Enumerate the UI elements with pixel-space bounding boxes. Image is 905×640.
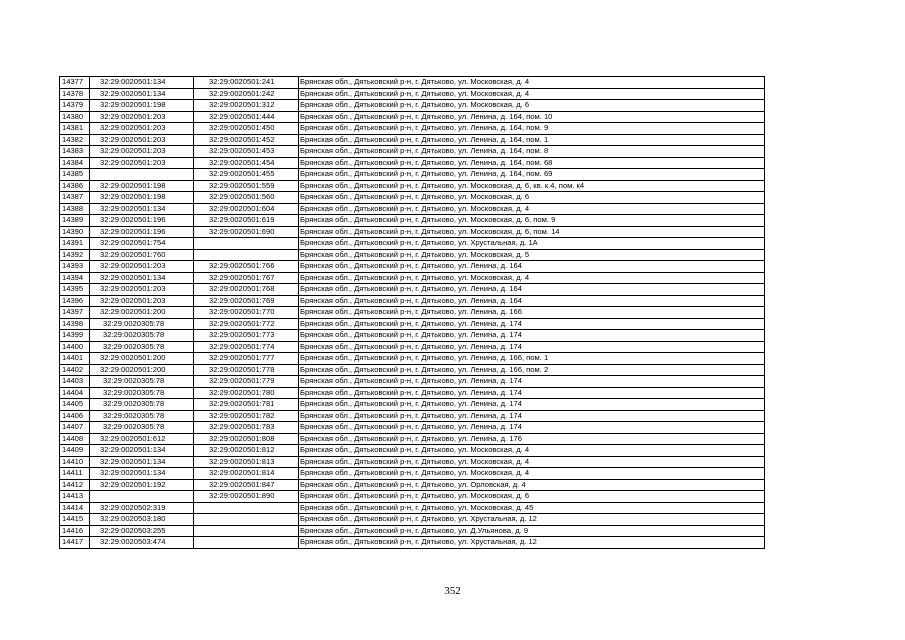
address-cell: Брянская обл., Дятьковский р-н, г. Дятьково, ул. Ленина, д. 166, пом. 1: [299, 353, 765, 365]
address-cell: Брянская обл., Дятьковский р-н, г. Дятьково, ул. Ленина, д. 174: [299, 330, 765, 342]
address-cell: Брянская обл., Дятьковский р-н, г. Дятьково, ул. Московская, д. 6: [299, 100, 765, 112]
row-number-cell: 14387: [60, 192, 90, 204]
table-row: [60, 238, 765, 250]
address-cell: Брянская обл., Дятьковский р-н, г. Дятьково, ул. Московская, д. 4: [299, 456, 765, 468]
address-cell: Брянская обл., Дятьковский р-н, г. Дятьково, ул. Московская, д. 4: [299, 445, 765, 457]
parcel-number-cell: 32:29:0020501:198: [90, 192, 194, 204]
parcel-number-cell: 32:29:0020502:319: [90, 502, 194, 514]
parcel-number-cell: 32:29:0020501:196: [90, 215, 194, 227]
table-row: [60, 192, 765, 204]
object-number-cell: 32:29:0020501:782: [194, 410, 299, 422]
object-number-cell: 32:29:0020501:773: [194, 330, 299, 342]
row-number-cell: 14392: [60, 249, 90, 261]
object-number-cell: 32:29:0020501:772: [194, 318, 299, 330]
address-cell: Брянская обл., Дятьковский р-н, г. Дятьково, ул. Московская, д. 5: [299, 249, 765, 261]
table-row: [60, 537, 765, 549]
object-number-cell: [194, 537, 299, 549]
row-number-cell: 14380: [60, 111, 90, 123]
parcel-number-cell: 32:29:0020501:134: [90, 88, 194, 100]
object-number-cell: 32:29:0020501:767: [194, 272, 299, 284]
object-number-cell: 32:29:0020501:814: [194, 468, 299, 480]
table-row: [60, 180, 765, 192]
parcel-number-cell: 32:29:0020501:134: [90, 468, 194, 480]
row-number-cell: 14417: [60, 537, 90, 549]
address-cell: Брянская обл., Дятьковский р-н, г. Дятьково, ул. Ленина, д. 164, пом. 68: [299, 157, 765, 169]
row-number-cell: 14398: [60, 318, 90, 330]
row-number-cell: 14379: [60, 100, 90, 112]
row-number-cell: 14413: [60, 491, 90, 503]
parcel-number-cell: 32:29:0020501:203: [90, 134, 194, 146]
object-number-cell: [194, 525, 299, 537]
table-row: [60, 134, 765, 146]
address-cell: Брянская обл., Дятьковский р-н, г. Дятьково, ул. Московская, д. 6, кв. к 4, пом. к4: [299, 180, 765, 192]
row-number-cell: 14402: [60, 364, 90, 376]
parcel-number-cell: 32:29:0020501:196: [90, 226, 194, 238]
object-number-cell: 32:29:0020501:769: [194, 295, 299, 307]
parcel-number-cell: 32:29:0020501:198: [90, 180, 194, 192]
object-number-cell: [194, 502, 299, 514]
address-cell: Брянская обл., Дятьковский р-н, г. Дятьково, ул. Ленина, д. 164, пом. 9: [299, 123, 765, 135]
table-row: [60, 100, 765, 112]
parcel-number-cell: 32:29:0020501:134: [90, 445, 194, 457]
object-number-cell: 32:29:0020501:453: [194, 146, 299, 158]
table-row: [60, 157, 765, 169]
table-row: [60, 445, 765, 457]
parcel-number-cell: 32:29:0020501:134: [90, 203, 194, 215]
address-cell: Брянская обл., Дятьковский р-н, г. Дятьково, ул. Ленина, д. 164: [299, 284, 765, 296]
object-number-cell: 32:29:0020501:812: [194, 445, 299, 457]
address-cell: Брянская обл., Дятьковский р-н, г. Дятьково, ул. Хрустальная, д. 12: [299, 537, 765, 549]
row-number-cell: 14394: [60, 272, 90, 284]
address-cell: Брянская обл., Дятьковский р-н, г. Дятьково, ул. Ленина, д. 174: [299, 387, 765, 399]
row-number-cell: 14384: [60, 157, 90, 169]
address-cell: Брянская обл., Дятьковский р-н, г. Дятьково, ул. Ленина, д. 174: [299, 410, 765, 422]
table-row: [60, 433, 765, 445]
object-number-cell: [194, 249, 299, 261]
table-row: [60, 284, 765, 296]
table-row: [60, 146, 765, 158]
row-number-cell: 14414: [60, 502, 90, 514]
table-row: [60, 525, 765, 537]
object-number-cell: 32:29:0020501:560: [194, 192, 299, 204]
address-cell: Брянская обл., Дятьковский р-н, г. Дятьково, ул. Ленина, д. 176: [299, 433, 765, 445]
object-number-cell: 32:29:0020501:444: [194, 111, 299, 123]
object-number-cell: [194, 514, 299, 526]
address-cell: Брянская обл., Дятьковский р-н, г. Дятьково, ул. Ленина, д. 164, пом. 69: [299, 169, 765, 181]
table-row: [60, 353, 765, 365]
parcel-number-cell: 32:29:0020501:203: [90, 284, 194, 296]
parcel-number-cell: 32:29:0020305:78: [90, 399, 194, 411]
parcel-number-cell: 32:29:0020501:192: [90, 479, 194, 491]
parcel-number-cell: 32:29:0020501:203: [90, 111, 194, 123]
row-number-cell: 14415: [60, 514, 90, 526]
address-cell: Брянская обл., Дятьковский р-н, г. Дятьково, ул. Ленина, д. 164, пом. 10: [299, 111, 765, 123]
row-number-cell: 14408: [60, 433, 90, 445]
parcel-number-cell: 32:29:0020503:474: [90, 537, 194, 549]
object-number-cell: 32:29:0020501:890: [194, 491, 299, 503]
address-cell: Брянская обл., Дятьковский р-н, г. Дятьково, ул. Московская, д. 4: [299, 468, 765, 480]
parcel-number-cell: 32:29:0020501:612: [90, 433, 194, 445]
parcel-number-cell: [90, 169, 194, 181]
parcel-number-cell: 32:29:0020501:134: [90, 77, 194, 89]
row-number-cell: 14407: [60, 422, 90, 434]
table-row: [60, 456, 765, 468]
row-number-cell: 14397: [60, 307, 90, 319]
table-row: [60, 88, 765, 100]
table-row: [60, 318, 765, 330]
row-number-cell: 14409: [60, 445, 90, 457]
table-row: [60, 111, 765, 123]
table-row: [60, 77, 765, 89]
table-row: [60, 307, 765, 319]
row-number-cell: 14381: [60, 123, 90, 135]
object-number-cell: 32:29:0020501:779: [194, 376, 299, 388]
address-cell: Брянская обл., Дятьковский р-н, г. Дятьково, ул. Хрустальная, д. 1А: [299, 238, 765, 250]
address-cell: Брянская обл., Дятьковский р-н, г. Дятьково, ул. Орловская, д. 4: [299, 479, 765, 491]
object-number-cell: 32:29:0020501:774: [194, 341, 299, 353]
object-number-cell: 32:29:0020501:813: [194, 456, 299, 468]
address-cell: Брянская обл., Дятьковский р-н, г. Дятьково, ул. Московская, д. 4: [299, 77, 765, 89]
parcel-number-cell: 32:29:0020305:78: [90, 422, 194, 434]
address-cell: Брянская обл., Дятьковский р-н, г. Дятьково, ул. Ленина, д. 166: [299, 307, 765, 319]
parcel-number-cell: 32:29:0020501:200: [90, 364, 194, 376]
object-number-cell: 32:29:0020501:604: [194, 203, 299, 215]
table-body: [60, 77, 765, 549]
parcel-number-cell: 32:29:0020305:78: [90, 387, 194, 399]
table-row: [60, 272, 765, 284]
table-row: [60, 364, 765, 376]
address-cell: Брянская обл., Дятьковский р-н, г. Дятьково, ул. Ленина, д. 174: [299, 376, 765, 388]
page-number: 352: [444, 585, 461, 597]
address-cell: Брянская обл., Дятьковский р-н, г. Дятьково, ул. Ленина, д. 174: [299, 422, 765, 434]
table-row: [60, 295, 765, 307]
address-cell: Брянская обл., Дятьковский р-н, г. Дятьково, ул. Ленина, д. 164, пом. 8: [299, 146, 765, 158]
parcel-number-cell: 32:29:0020305:78: [90, 318, 194, 330]
address-cell: Брянская обл., Дятьковский р-н, г. Дятьково, ул. Московская, д. 6: [299, 192, 765, 204]
table-row: [60, 399, 765, 411]
object-number-cell: 32:29:0020501:619: [194, 215, 299, 227]
row-number-cell: 14389: [60, 215, 90, 227]
object-number-cell: 32:29:0020501:780: [194, 387, 299, 399]
object-number-cell: 32:29:0020501:452: [194, 134, 299, 146]
address-cell: Брянская обл., Дятьковский р-н, г. Дятьково, ул. Ленина, д. 174: [299, 318, 765, 330]
table-row: [60, 387, 765, 399]
row-number-cell: 14391: [60, 238, 90, 250]
address-cell: Брянская обл., Дятьковский р-н, г. Дятьково, ул. Ленина, д. 174: [299, 399, 765, 411]
row-number-cell: 14399: [60, 330, 90, 342]
row-number-cell: 14382: [60, 134, 90, 146]
parcel-number-cell: 32:29:0020501:134: [90, 272, 194, 284]
address-cell: Брянская обл., Дятьковский р-н, г. Дятьково, ул. Московская, д. 6, пом. 14: [299, 226, 765, 238]
table-row: [60, 514, 765, 526]
row-number-cell: 14385: [60, 169, 90, 181]
object-number-cell: 32:29:0020501:847: [194, 479, 299, 491]
address-cell: Брянская обл., Дятьковский р-н, г. Дятьково, ул. Ленина, д. 166, пом. 2: [299, 364, 765, 376]
address-cell: Брянская обл., Дятьковский р-н, г. Дятьково, ул. Московская, д. 4: [299, 88, 765, 100]
parcel-number-cell: 32:29:0020501:198: [90, 100, 194, 112]
table-row: [60, 203, 765, 215]
parcel-number-cell: 32:29:0020305:78: [90, 330, 194, 342]
address-cell: Брянская обл., Дятьковский р-н, г. Дятьково, ул. Хрустальная, д. 12: [299, 514, 765, 526]
object-number-cell: 32:29:0020501:783: [194, 422, 299, 434]
parcel-number-cell: [90, 491, 194, 503]
table-row: [60, 468, 765, 480]
address-cell: Брянская обл., Дятьковский р-н, г. Дятьково, ул. Ленина, д. 164: [299, 261, 765, 273]
table-row: [60, 261, 765, 273]
parcel-number-cell: 32:29:0020501:203: [90, 146, 194, 158]
object-number-cell: 32:29:0020501:241: [194, 77, 299, 89]
row-number-cell: 14378: [60, 88, 90, 100]
table-row: [60, 491, 765, 503]
object-number-cell: 32:29:0020501:770: [194, 307, 299, 319]
object-number-cell: 32:29:0020501:454: [194, 157, 299, 169]
parcel-number-cell: 32:29:0020501:760: [90, 249, 194, 261]
object-number-cell: 32:29:0020501:778: [194, 364, 299, 376]
table-row: [60, 123, 765, 135]
address-cell: Брянская обл., Дятьковский р-н, г. Дятьково, ул. Ленина, д. 174: [299, 341, 765, 353]
row-number-cell: 14403: [60, 376, 90, 388]
parcel-number-cell: 32:29:0020305:78: [90, 376, 194, 388]
parcel-number-cell: 32:29:0020501:203: [90, 261, 194, 273]
row-number-cell: 14416: [60, 525, 90, 537]
parcel-number-cell: 32:29:0020503:180: [90, 514, 194, 526]
parcel-number-cell: 32:29:0020501:203: [90, 123, 194, 135]
row-number-cell: 14410: [60, 456, 90, 468]
parcel-number-cell: 32:29:0020501:754: [90, 238, 194, 250]
parcel-number-cell: 32:29:0020501:134: [90, 456, 194, 468]
row-number-cell: 14401: [60, 353, 90, 365]
cadastral-register-table: [59, 76, 765, 549]
parcel-number-cell: 32:29:0020501:200: [90, 353, 194, 365]
row-number-cell: 14390: [60, 226, 90, 238]
parcel-number-cell: 32:29:0020503:255: [90, 525, 194, 537]
address-cell: Брянская обл., Дятьковский р-н, г. Дятьково, ул. Московская, д. 4: [299, 272, 765, 284]
row-number-cell: 14377: [60, 77, 90, 89]
row-number-cell: 14405: [60, 399, 90, 411]
row-number-cell: 14412: [60, 479, 90, 491]
table-row: [60, 330, 765, 342]
object-number-cell: 32:29:0020501:242: [194, 88, 299, 100]
table-row: [60, 226, 765, 238]
table-row: [60, 215, 765, 227]
address-cell: Брянская обл., Дятьковский р-н, г. Дятьково, ул. Московская, д. 6, пом. 9: [299, 215, 765, 227]
row-number-cell: 14406: [60, 410, 90, 422]
object-number-cell: 32:29:0020501:781: [194, 399, 299, 411]
address-cell: Брянская обл., Дятьковский р-н, г. Дятьково, ул. Д.Ульянова, д. 9: [299, 525, 765, 537]
table-row: [60, 376, 765, 388]
row-number-cell: 14400: [60, 341, 90, 353]
row-number-cell: 14404: [60, 387, 90, 399]
object-number-cell: 32:29:0020501:768: [194, 284, 299, 296]
table-row: [60, 410, 765, 422]
object-number-cell: 32:29:0020501:690: [194, 226, 299, 238]
address-cell: Брянская обл., Дятьковский р-н, г. Дятьково, ул. Московская, д. 45: [299, 502, 765, 514]
object-number-cell: 32:29:0020501:766: [194, 261, 299, 273]
object-number-cell: [194, 238, 299, 250]
table-row: [60, 502, 765, 514]
parcel-number-cell: 32:29:0020501:203: [90, 295, 194, 307]
table-row: [60, 249, 765, 261]
address-cell: Брянская обл., Дятьковский р-н, г. Дятьково, ул. Ленина, д. 164, пом. 1: [299, 134, 765, 146]
object-number-cell: 32:29:0020501:559: [194, 180, 299, 192]
parcel-number-cell: 32:29:0020305:78: [90, 410, 194, 422]
parcel-number-cell: 32:29:0020501:200: [90, 307, 194, 319]
row-number-cell: 14388: [60, 203, 90, 215]
parcel-number-cell: 32:29:0020501:203: [90, 157, 194, 169]
row-number-cell: 14411: [60, 468, 90, 480]
object-number-cell: 32:29:0020501:808: [194, 433, 299, 445]
object-number-cell: 32:29:0020501:450: [194, 123, 299, 135]
address-cell: Брянская обл., Дятьковский р-н, г. Дятьково, ул. Московская, д. 6: [299, 491, 765, 503]
table-row: [60, 169, 765, 181]
row-number-cell: 14395: [60, 284, 90, 296]
object-number-cell: 32:29:0020501:455: [194, 169, 299, 181]
table-row: [60, 341, 765, 353]
row-number-cell: 14393: [60, 261, 90, 273]
row-number-cell: 14383: [60, 146, 90, 158]
table-row: [60, 479, 765, 491]
address-cell: Брянская обл., Дятьковский р-н, г. Дятьково, ул. Московская, д. 4: [299, 203, 765, 215]
row-number-cell: 14396: [60, 295, 90, 307]
address-cell: Брянская обл., Дятьковский р-н, г. Дятьково, ул. Ленина, д. 164: [299, 295, 765, 307]
table-row: [60, 422, 765, 434]
row-number-cell: 14386: [60, 180, 90, 192]
object-number-cell: 32:29:0020501:777: [194, 353, 299, 365]
parcel-number-cell: 32:29:0020305:78: [90, 341, 194, 353]
object-number-cell: 32:29:0020501:312: [194, 100, 299, 112]
